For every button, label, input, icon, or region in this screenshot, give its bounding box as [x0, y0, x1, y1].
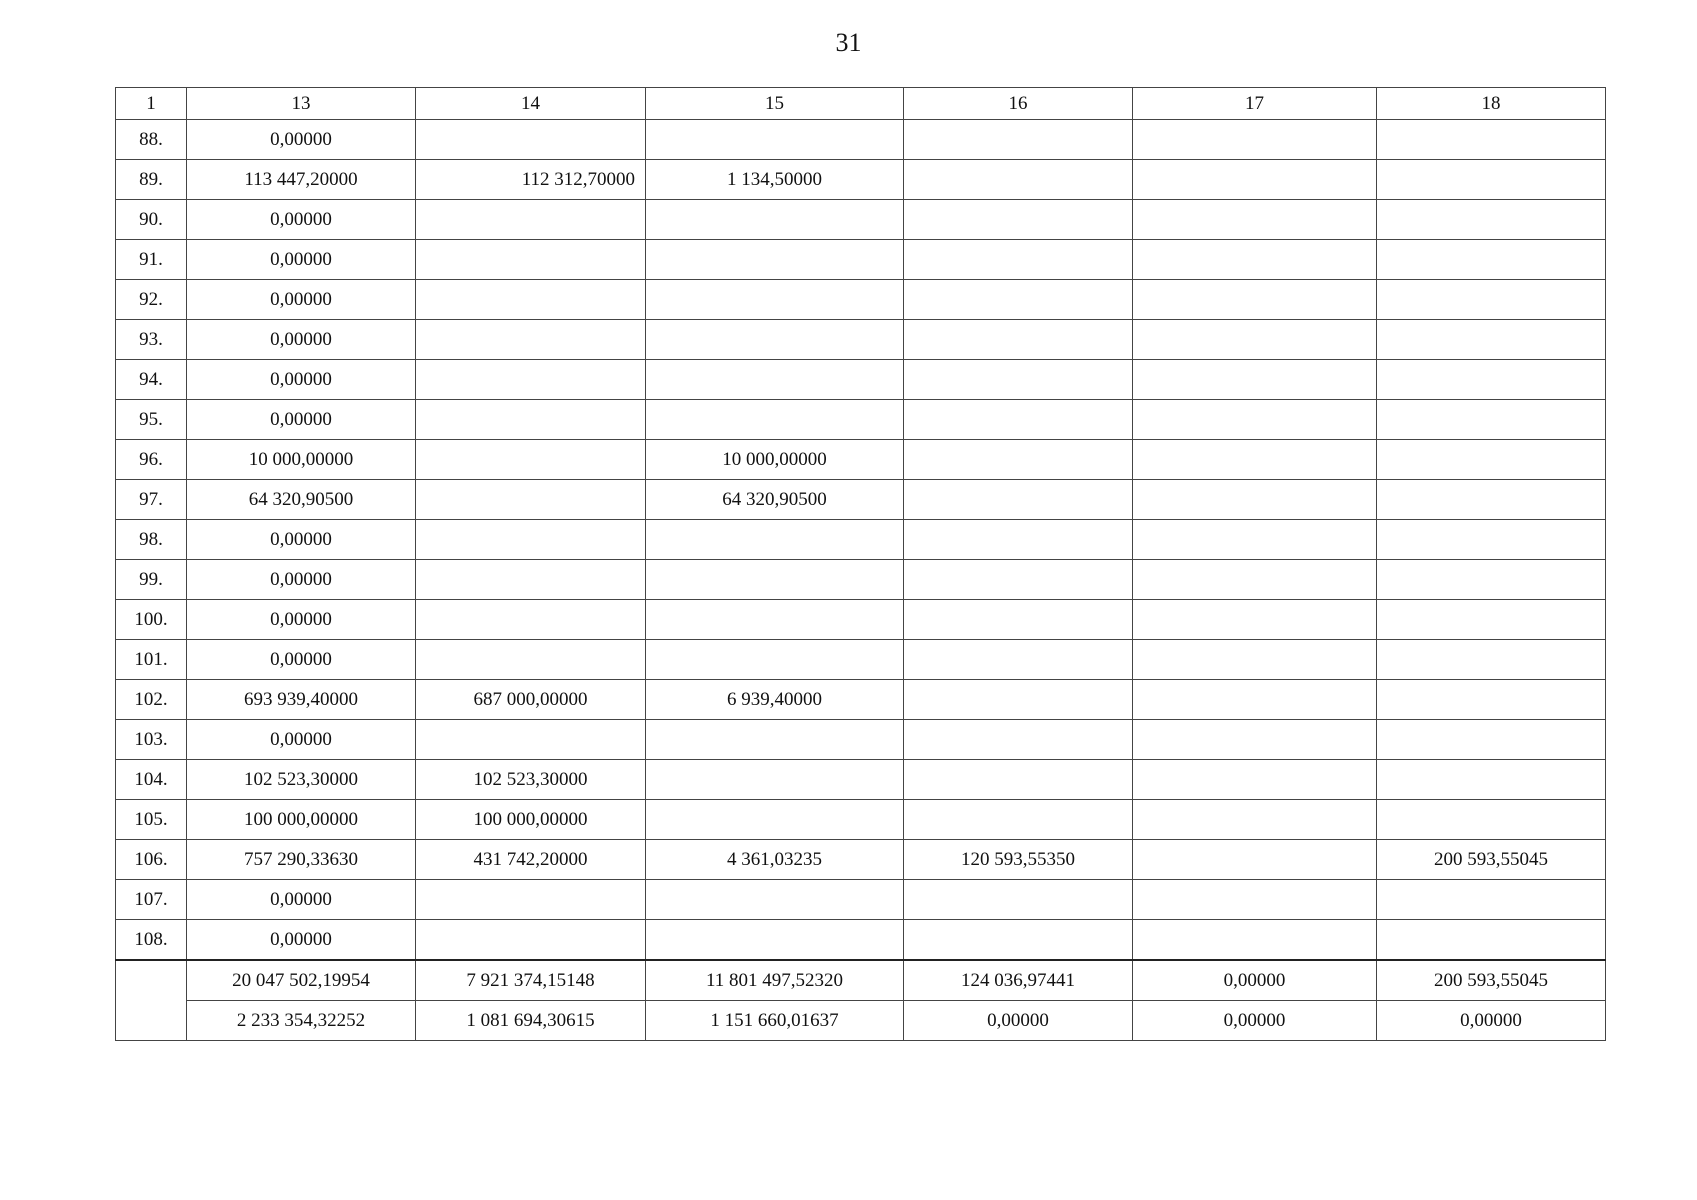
table-row	[116, 440, 1606, 480]
cell-col-16	[904, 480, 1133, 520]
table-row	[116, 240, 1606, 280]
cell-col-14	[416, 640, 646, 680]
cell-col-17	[1133, 520, 1377, 560]
cell-col-15: 4 361,03235	[646, 840, 904, 880]
cell-col-13: 113 447,20000	[187, 160, 416, 200]
cell-col-13: 0,00000	[187, 280, 416, 320]
cell-col-18	[1377, 640, 1606, 680]
cell-col-18	[1377, 400, 1606, 440]
header-cell-col-1: 1	[116, 88, 187, 120]
cell-col-18	[1377, 240, 1606, 280]
cell-col-13: 0,00000	[187, 200, 416, 240]
table-row	[116, 760, 1606, 800]
cell-col-17	[1133, 440, 1377, 480]
cell-col-15	[646, 320, 904, 360]
cell-col-13: 10 000,00000	[187, 440, 416, 480]
cell-col-17	[1133, 200, 1377, 240]
cell-col-17	[1133, 800, 1377, 840]
cell-col-15	[646, 920, 904, 961]
cell-col-13: 64 320,90500	[187, 480, 416, 520]
cell-row-number: 94.	[116, 360, 187, 400]
header-cell-col-18: 18	[1377, 88, 1606, 120]
cell-col-13: 0,00000	[187, 640, 416, 680]
cell-col-13: 0,00000	[187, 720, 416, 760]
cell-col-15	[646, 640, 904, 680]
cell-col-14	[416, 880, 646, 920]
table-row	[116, 840, 1606, 880]
table-body	[116, 120, 1606, 1041]
cell-col-15	[646, 240, 904, 280]
cell-col-16	[904, 760, 1133, 800]
cell-row-number: 95.	[116, 400, 187, 440]
table-row	[116, 160, 1606, 200]
header-cell-col-15: 15	[646, 88, 904, 120]
cell-row-number: 106.	[116, 840, 187, 880]
cell-col-17	[1133, 160, 1377, 200]
cell-col-18	[1377, 160, 1606, 200]
cell-col-18	[1377, 200, 1606, 240]
cell-col-14	[416, 920, 646, 961]
cell-row-number: 97.	[116, 480, 187, 520]
table-row	[116, 400, 1606, 440]
cell-col-15	[646, 360, 904, 400]
cell-col-14: 102 523,30000	[416, 760, 646, 800]
cell-col-15	[646, 600, 904, 640]
cell-row-number: 103.	[116, 720, 187, 760]
cell-col-17	[1133, 840, 1377, 880]
cell-col-17	[1133, 720, 1377, 760]
cell-col-15: 64 320,90500	[646, 480, 904, 520]
cell-col-16	[904, 920, 1133, 961]
cell-col-17	[1133, 400, 1377, 440]
cell-col-16	[904, 680, 1133, 720]
cell-row-number: 88.	[116, 120, 187, 160]
cell-col-13: 0,00000	[187, 520, 416, 560]
table-row	[116, 320, 1606, 360]
cell-row-number: 108.	[116, 920, 187, 961]
cell-col-18	[1377, 720, 1606, 760]
cell-col-15	[646, 760, 904, 800]
cell-col-15: 10 000,00000	[646, 440, 904, 480]
cell-col-16	[904, 360, 1133, 400]
cell-col-16	[904, 600, 1133, 640]
table-row	[116, 280, 1606, 320]
cell-col-13: 0,00000	[187, 120, 416, 160]
total-cell-col-14: 7 921 374,15148	[416, 960, 646, 1001]
table-row	[116, 520, 1606, 560]
cell-col-15	[646, 400, 904, 440]
cell-col-13: 0,00000	[187, 320, 416, 360]
cell-col-17	[1133, 360, 1377, 400]
cell-col-14: 112 312,70000	[416, 160, 646, 200]
cell-col-17	[1133, 920, 1377, 961]
cell-col-16	[904, 880, 1133, 920]
cell-col-16	[904, 280, 1133, 320]
total-cell-col-14: 1 081 694,30615	[416, 1001, 646, 1041]
table-row	[116, 680, 1606, 720]
table-row	[116, 800, 1606, 840]
cell-col-13: 0,00000	[187, 400, 416, 440]
cell-col-17	[1133, 560, 1377, 600]
cell-row-number: 107.	[116, 880, 187, 920]
total-cell-col-15: 11 801 497,52320	[646, 960, 904, 1001]
cell-col-17	[1133, 320, 1377, 360]
cell-col-14	[416, 480, 646, 520]
cell-col-15	[646, 120, 904, 160]
cell-col-16	[904, 120, 1133, 160]
cell-col-16	[904, 160, 1133, 200]
cell-col-18	[1377, 360, 1606, 400]
cell-col-13: 757 290,33630	[187, 840, 416, 880]
total-cell-col-18: 200 593,55045	[1377, 960, 1606, 1001]
cell-col-13: 102 523,30000	[187, 760, 416, 800]
total-cell-col-18: 0,00000	[1377, 1001, 1606, 1041]
cell-row-number: 98.	[116, 520, 187, 560]
header-cell-col-13: 13	[187, 88, 416, 120]
cell-col-15	[646, 520, 904, 560]
total-cell-col-13: 20 047 502,19954	[187, 960, 416, 1001]
cell-col-14	[416, 400, 646, 440]
cell-col-14	[416, 320, 646, 360]
cell-col-16	[904, 640, 1133, 680]
cell-col-18: 200 593,55045	[1377, 840, 1606, 880]
totals-row	[116, 1001, 1606, 1041]
cell-col-17	[1133, 240, 1377, 280]
cell-col-17	[1133, 760, 1377, 800]
total-cell-col-16: 124 036,97441	[904, 960, 1133, 1001]
cell-row-number: 102.	[116, 680, 187, 720]
table-row	[116, 200, 1606, 240]
cell-row-number: 92.	[116, 280, 187, 320]
cell-col-14	[416, 600, 646, 640]
cell-row-number: 96.	[116, 440, 187, 480]
cell-col-17	[1133, 120, 1377, 160]
cell-row-number: 91.	[116, 240, 187, 280]
table-row	[116, 720, 1606, 760]
total-cell-col-16: 0,00000	[904, 1001, 1133, 1041]
cell-col-18	[1377, 560, 1606, 600]
table-row	[116, 880, 1606, 920]
cell-col-13: 0,00000	[187, 240, 416, 280]
header-cell-col-16: 16	[904, 88, 1133, 120]
cell-row-number: 100.	[116, 600, 187, 640]
cell-col-18	[1377, 800, 1606, 840]
totals-row	[116, 960, 1606, 1001]
cell-col-16	[904, 440, 1133, 480]
cell-col-16	[904, 320, 1133, 360]
cell-col-18	[1377, 280, 1606, 320]
cell-col-14	[416, 240, 646, 280]
cell-col-14	[416, 520, 646, 560]
cell-col-14	[416, 120, 646, 160]
total-cell-col-17: 0,00000	[1133, 1001, 1377, 1041]
cell-col-16: 120 593,55350	[904, 840, 1133, 880]
cell-col-15	[646, 200, 904, 240]
cell-row-number: 101.	[116, 640, 187, 680]
cell-col-14: 100 000,00000	[416, 800, 646, 840]
cell-col-16	[904, 520, 1133, 560]
cell-col-16	[904, 400, 1133, 440]
table-row	[116, 480, 1606, 520]
header-cell-col-17: 17	[1133, 88, 1377, 120]
table-row	[116, 120, 1606, 160]
cell-col-15	[646, 880, 904, 920]
cell-col-18	[1377, 520, 1606, 560]
cell-row-number: 93.	[116, 320, 187, 360]
cell-col-14	[416, 200, 646, 240]
cell-col-15: 6 939,40000	[646, 680, 904, 720]
cell-col-13: 0,00000	[187, 600, 416, 640]
cell-col-17	[1133, 640, 1377, 680]
cell-col-18	[1377, 680, 1606, 720]
cell-col-16	[904, 720, 1133, 760]
data-table	[115, 87, 1606, 1041]
cell-col-17	[1133, 280, 1377, 320]
table-row	[116, 600, 1606, 640]
cell-col-18	[1377, 600, 1606, 640]
cell-col-17	[1133, 880, 1377, 920]
cell-col-14: 431 742,20000	[416, 840, 646, 880]
total-cell-col-15: 1 151 660,01637	[646, 1001, 904, 1041]
cell-row-number: 99.	[116, 560, 187, 600]
cell-col-16	[904, 800, 1133, 840]
cell-col-18	[1377, 480, 1606, 520]
cell-row-number: 90.	[116, 200, 187, 240]
cell-col-14	[416, 360, 646, 400]
cell-col-14	[416, 560, 646, 600]
cell-col-15: 1 134,50000	[646, 160, 904, 200]
cell-col-13: 100 000,00000	[187, 800, 416, 840]
cell-col-18	[1377, 320, 1606, 360]
cell-col-16	[904, 560, 1133, 600]
cell-row-number: 89.	[116, 160, 187, 200]
cell-col-13: 0,00000	[187, 920, 416, 961]
cell-col-16	[904, 240, 1133, 280]
cell-col-13: 0,00000	[187, 560, 416, 600]
header-row	[116, 88, 1606, 120]
cell-col-14	[416, 720, 646, 760]
cell-col-15	[646, 720, 904, 760]
cell-col-17	[1133, 480, 1377, 520]
cell-col-13: 693 939,40000	[187, 680, 416, 720]
table-row	[116, 640, 1606, 680]
table-row	[116, 560, 1606, 600]
cell-col-14: 687 000,00000	[416, 680, 646, 720]
page-number: 31	[835, 28, 862, 57]
cell-col-16	[904, 200, 1133, 240]
cell-col-15	[646, 560, 904, 600]
cell-col-17	[1133, 680, 1377, 720]
totals-label-cell	[116, 960, 187, 1041]
cell-col-18	[1377, 440, 1606, 480]
cell-col-17	[1133, 600, 1377, 640]
cell-row-number: 105.	[116, 800, 187, 840]
cell-col-13: 0,00000	[187, 880, 416, 920]
table-row	[116, 920, 1606, 961]
cell-col-15	[646, 280, 904, 320]
cell-col-18	[1377, 120, 1606, 160]
total-cell-col-13: 2 233 354,32252	[187, 1001, 416, 1041]
cell-col-15	[646, 800, 904, 840]
total-cell-col-17: 0,00000	[1133, 960, 1377, 1001]
cell-col-18	[1377, 920, 1606, 961]
cell-row-number: 104.	[116, 760, 187, 800]
header-cell-col-14: 14	[416, 88, 646, 120]
cell-col-13: 0,00000	[187, 360, 416, 400]
cell-col-18	[1377, 760, 1606, 800]
cell-col-18	[1377, 880, 1606, 920]
cell-col-14	[416, 280, 646, 320]
table-row	[116, 360, 1606, 400]
cell-col-14	[416, 440, 646, 480]
